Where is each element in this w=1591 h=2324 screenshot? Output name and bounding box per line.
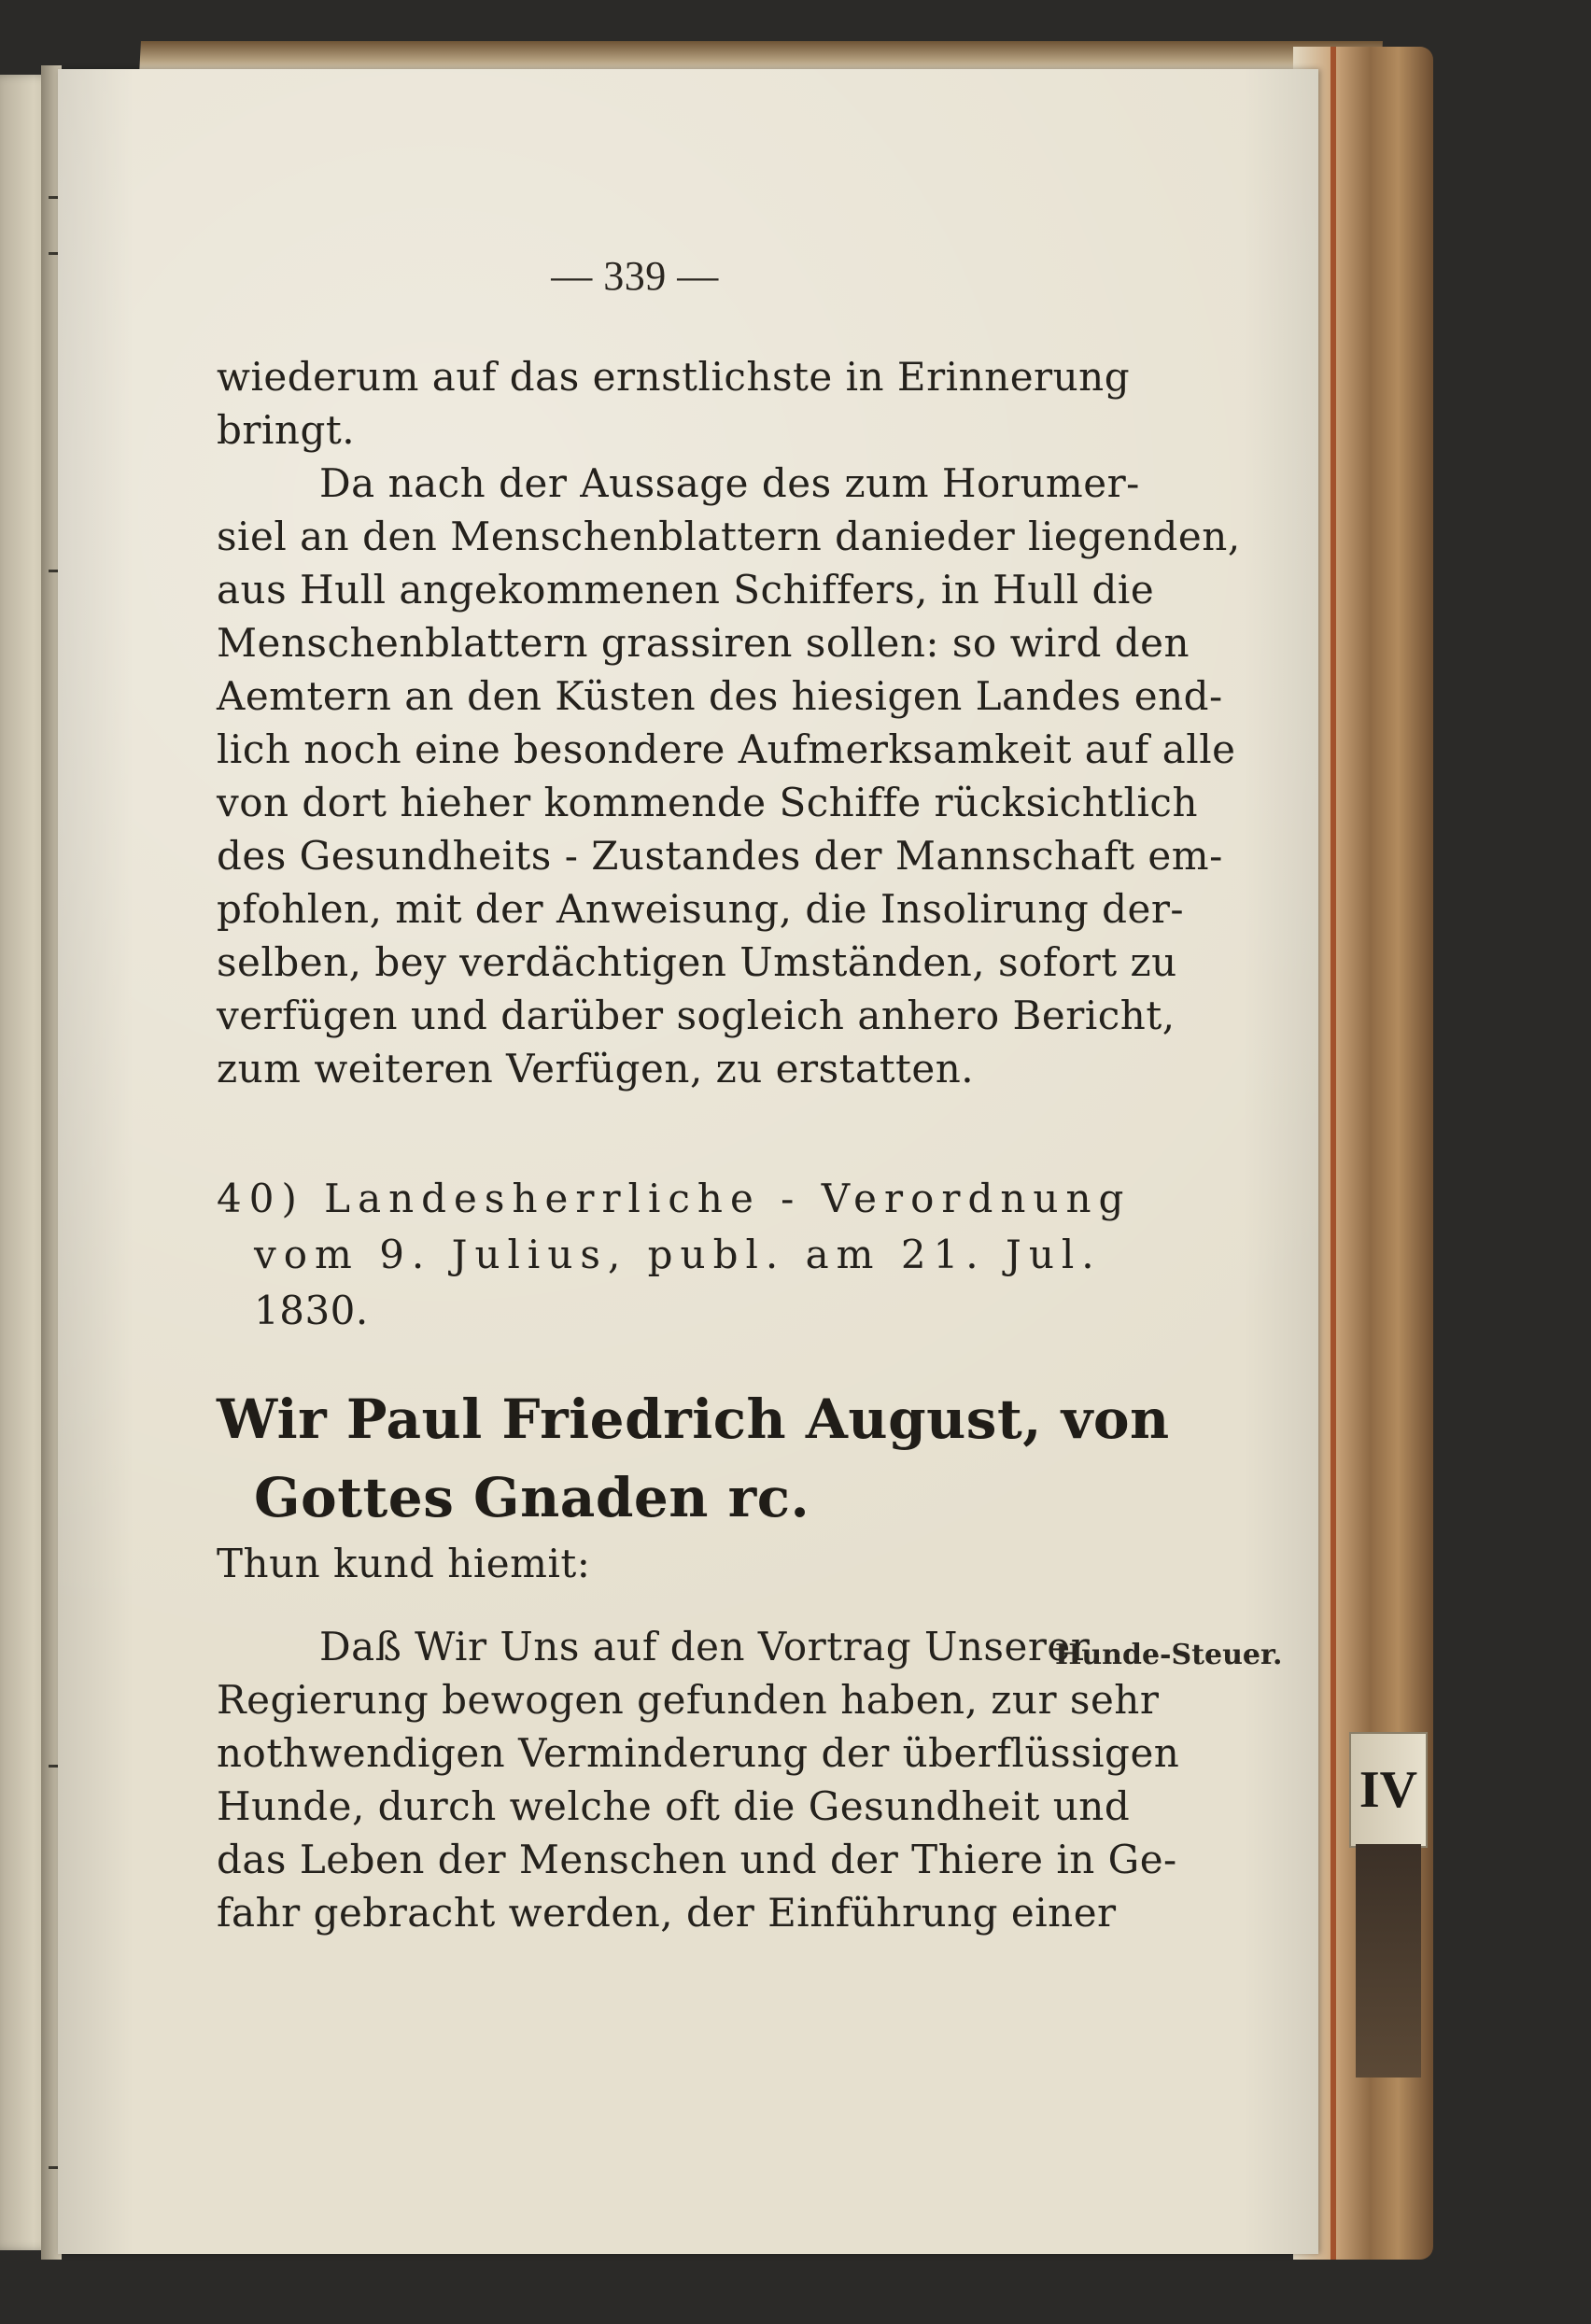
text-line: bringt.: [217, 407, 356, 453]
text-line: Da nach der Aussage des zum Horumer-: [319, 460, 1140, 506]
text-line: zum weiteren Verfügen, zu erstatten.: [217, 1046, 975, 1092]
red-page-edge: [1331, 47, 1336, 2260]
binding-stitch: [49, 1765, 58, 1768]
decree-intro: Thun kund hiemit:: [217, 1541, 591, 1586]
text-line: Menschenblattern grassiren sollen: so wird den: [217, 620, 1190, 666]
text-line: pfohlen, mit der Anweisung, die Insolirung der-: [217, 886, 1185, 932]
binding-stitch: [49, 196, 58, 199]
heading-line: 40) Landesherrliche - Verordnung: [217, 1176, 1132, 1221]
margin-note: Hunde-Steuer.: [1055, 1639, 1283, 1671]
text-line: Regierung bewogen gefunden haben, zur sehr: [217, 1677, 1160, 1723]
text-line: von dort hieher kommende Schiffe rücksichtlich: [217, 780, 1198, 825]
binding-stitch: [49, 570, 58, 572]
binding-stitch: [49, 252, 58, 255]
text-line: lich noch eine besondere Aufmerksamkeit auf alle: [217, 726, 1236, 772]
thumb-tab-strip: [1356, 1844, 1421, 2078]
section-heading: [217, 1171, 1132, 1339]
text-line: das Leben der Menschen und der Thiere in Ge-: [217, 1837, 1177, 1882]
text-line: verfügen und darüber sogleich anhero Bericht,: [217, 993, 1176, 1038]
heading-line: vom 9. Julius, publ. am 21. Jul.: [254, 1232, 1102, 1277]
title-line: Gottes Gnaden rc.: [254, 1466, 810, 1529]
text-line: Daß Wir Uns auf den Vortrag Unserer: [319, 1624, 1091, 1669]
heading-line: 1830.: [254, 1288, 369, 1333]
text-line: nothwendigen Verminderung der überflüssigen: [217, 1730, 1180, 1776]
page-number: — 339 —: [551, 253, 719, 299]
paragraph-1: [217, 350, 1241, 1095]
text-line: Hunde, durch welche oft die Gesundheit und: [217, 1783, 1131, 1829]
text-line: wiederum auf das ernstlichste in Erinnerung: [217, 354, 1131, 400]
text-line: fahr gebracht werden, der Einführung einer: [217, 1890, 1117, 1936]
text-line: siel an den Menschenblattern danieder liegenden,: [217, 514, 1241, 559]
text-line: des Gesundheits - Zustandes der Mannschaft em-: [217, 833, 1223, 879]
text-line: Aemtern an den Küsten des hiesigen Landes end-: [217, 673, 1223, 719]
text-line: aus Hull angekommenen Schiffers, in Hull die: [217, 567, 1155, 613]
title-line: Wir Paul Friedrich August, von: [217, 1387, 1170, 1451]
binding-stitch: [49, 2166, 58, 2169]
thumb-index-tab[interactable]: IV: [1349, 1732, 1428, 1848]
decree-title: [217, 1380, 1170, 1537]
text-line: selben, bey verdächtigen Umständen, sofort zu: [217, 939, 1177, 985]
